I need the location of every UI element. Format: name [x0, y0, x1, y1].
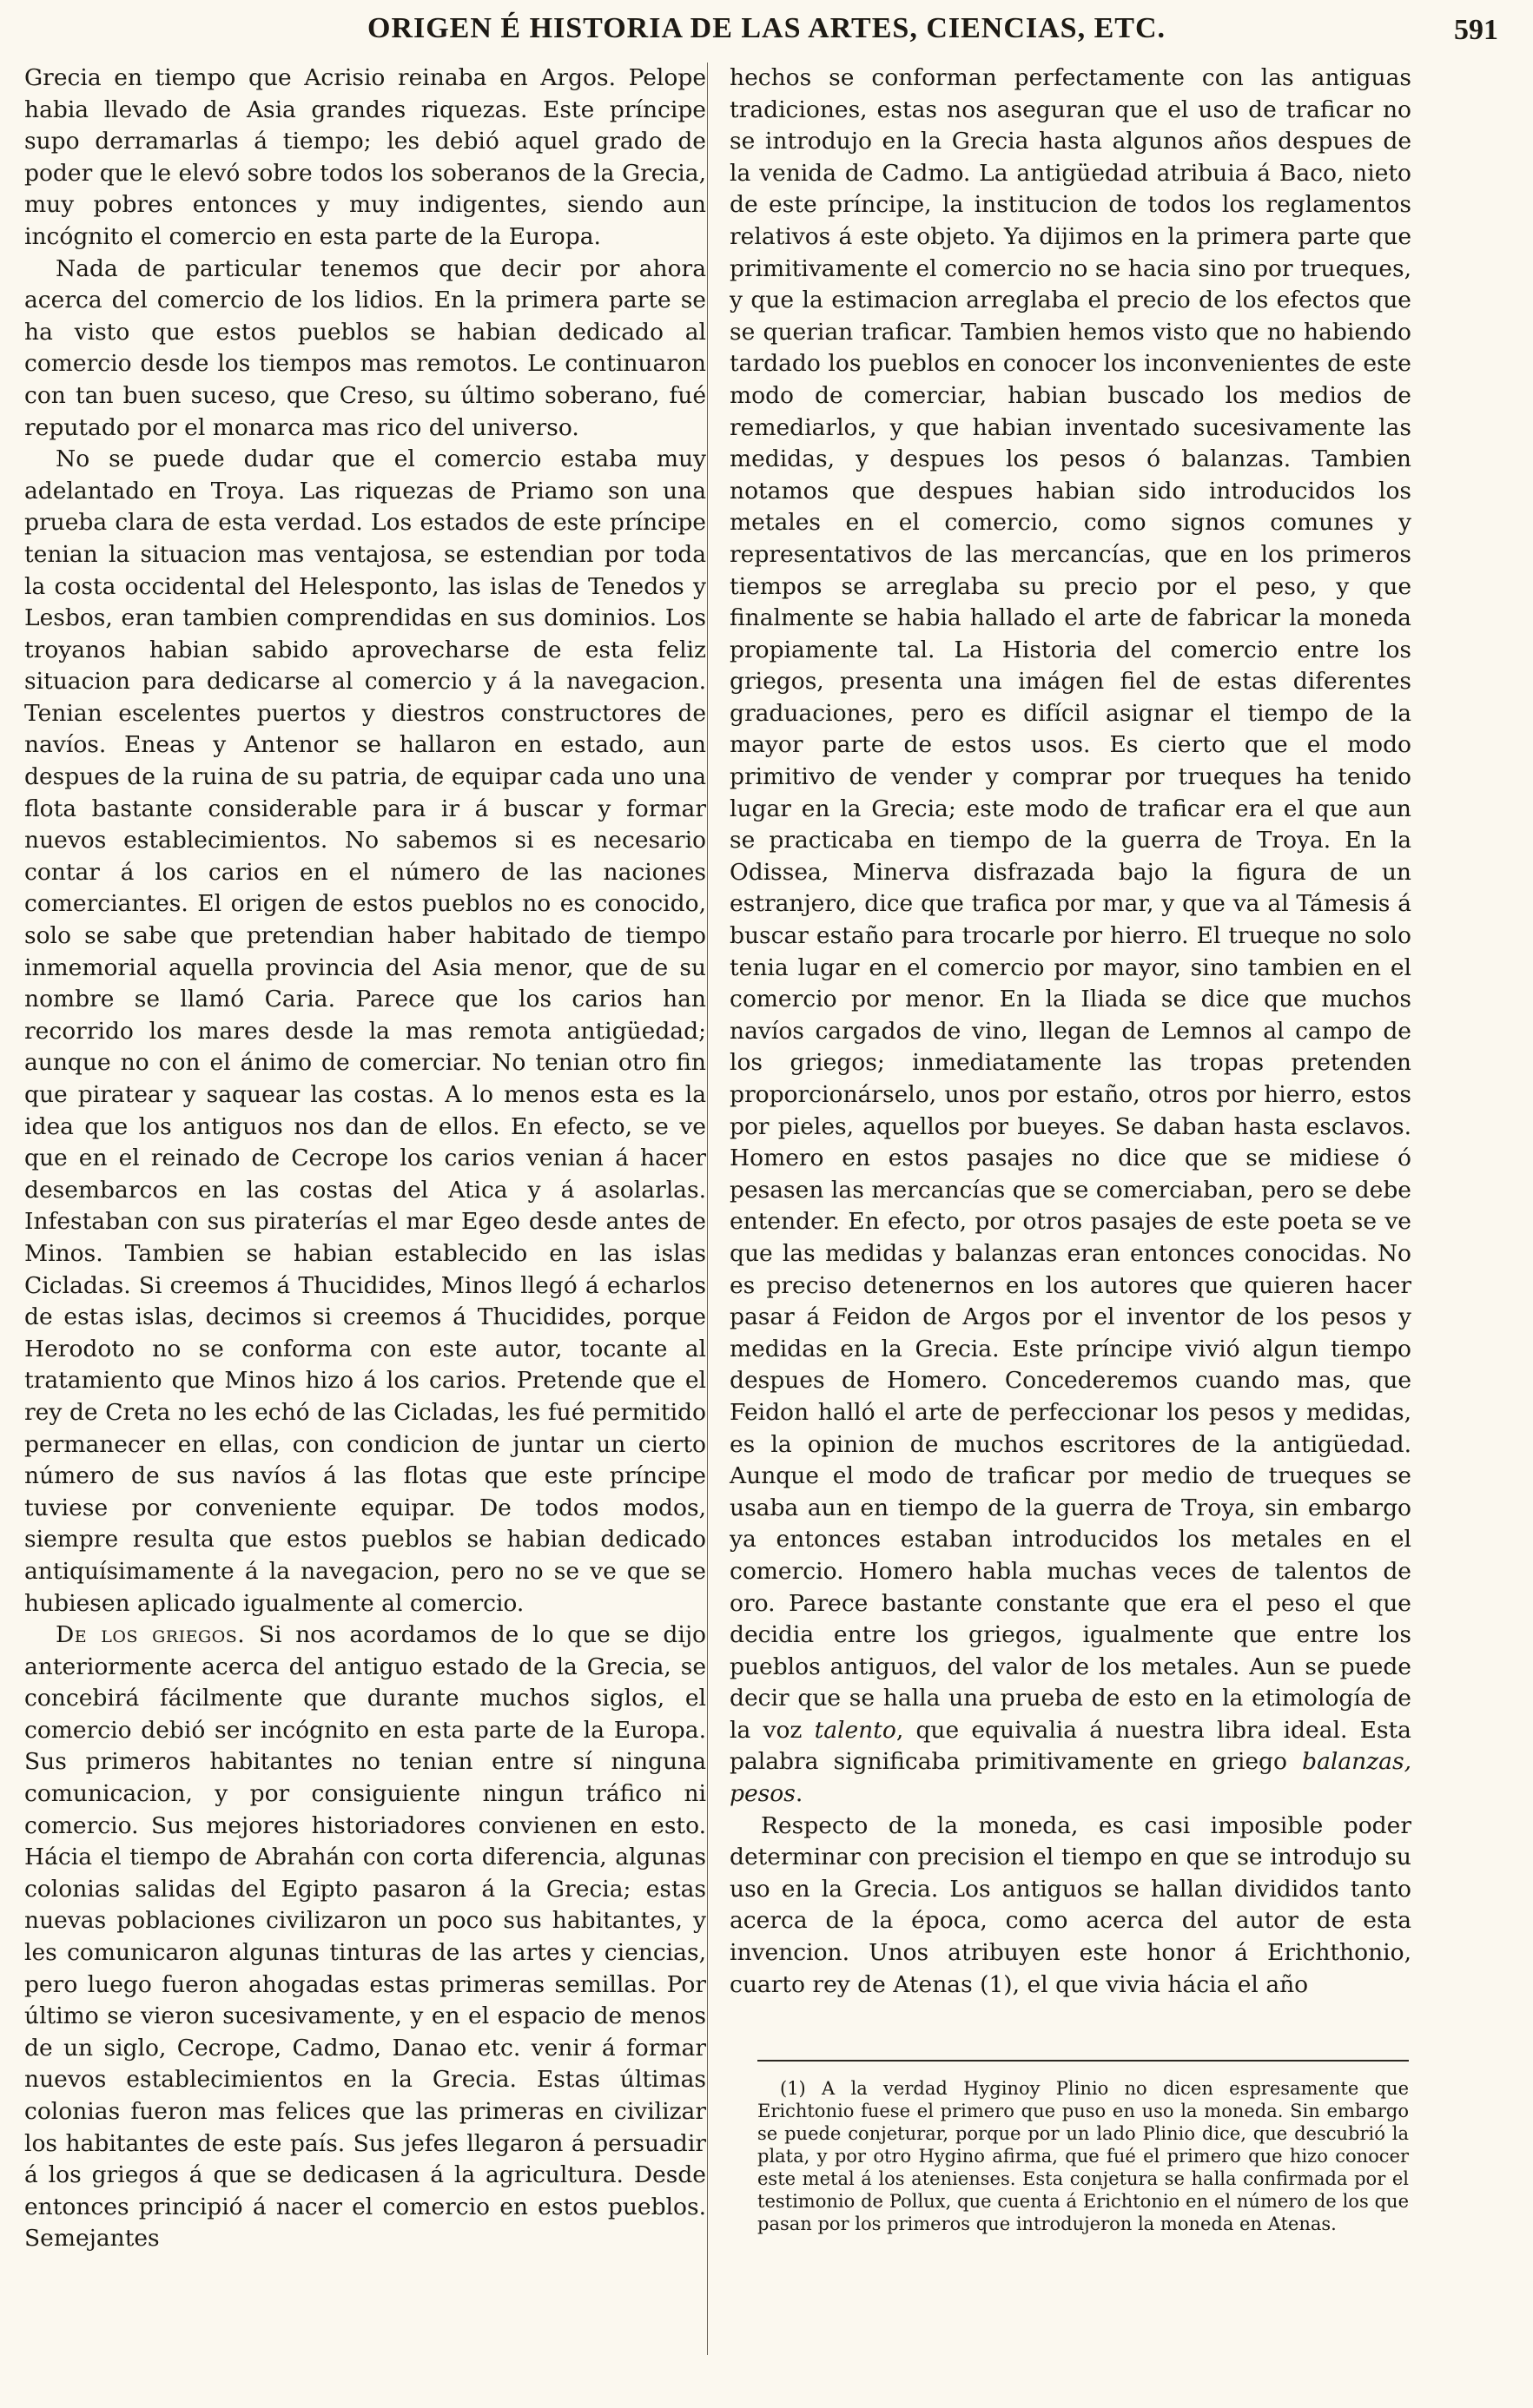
- running-header: [0, 10, 1533, 52]
- italic-term: balanzas, pesos: [730, 1748, 1411, 1808]
- paragraph: [730, 63, 1411, 1811]
- right-column: [730, 63, 1411, 2001]
- footnote-rule: [757, 2060, 1409, 2062]
- column-divider: [707, 63, 708, 2355]
- paragraph: No se puede dudar que el comercio estaba muy adelantado en Troya. Las riquezas de Priamo son una prueba clara de esta verdad. Los estados de este príncipe tenian la situacion mas ventajosa, se estendian por toda la costa occidental del Helesponto, las islas de Tenedos y Lesbos, eran tambien comprendidas en sus dominios. Los troyanos habian sabido aprovecharse de esta feliz situacion para dedicarse al comercio y á la navegacion. Tenian escelentes puertos y diestros constructores de navíos. Eneas y Antenor se hallaron en estado, aun despues de la ruina de su patria, de equipar cada uno una flota bastante considerable para ir á buscar y formar nuevos establecimientos. No sabemos si es necesario contar á los carios en el número de las naciones comerciantes. El origen de estos pueblos no es conocido, solo se sabe que pretendian haber habitado de tiempo inmemorial aquella provincia del Asia menor, que de su nombre se llamó Caria. Parece que los carios han recorrido los mares desde la mas remota antigüedad; aunque no con el ánimo de comerciar. No tenian otro fin que piratear y saquear las costas. A lo menos esta es la idea que los antiguos nos dan de ellos. En efecto, se ve que en el reinado de Cecrope los carios venian á hacer desembarcos en las costas del Atica y á asolarlas. Infestaban con sus piraterías el mar Egeo desde antes de Minos. Tambien se habian establecido en las islas Cicladas. Si creemos á Thucidides, Minos llegó á echarlos de estas islas, decimos si creemos á Thucidides, porque Herodoto no se conforma con este autor, tocante al tratamiento que Minos hizo á los carios. Pretende que el rey de Creta no les echó de las Cicladas, les fué permitido permanecer en ellas, con condicion de juntar un cierto número de sus navíos á las flotas que este príncipe tuviese por conveniente equipar. De todos modos, siempre resulta que estos pueblos se habian dedicado antiquísimamente á la navegacion, pero no se ve que se hubiesen aplicado igualmente al comercio.: [24, 445, 706, 1617]
- section-heading: De los griegos.: [56, 1621, 246, 1649]
- running-title: ORIGEN É HISTORIA DE LAS ARTES, CIENCIAS, ETC.: [367, 12, 1166, 44]
- paragraph: Nada de particular tenemos que decir por ahora acerca del comercio de los lidios. En la primera parte se ha visto que estos pueblos se habian dedicado al comercio desde los tiempos mas remotos. Le continuaron con tan buen suceso, que Creso, su último soberano, fué reputado por el monarca mas rico del universo.: [24, 254, 706, 441]
- paragraph-text: .: [795, 1780, 803, 1808]
- paragraph: Respecto de la moneda, es casi imposible poder determinar con precision el tiempo en que se introdujo su uso en la Grecia. Los antiguos se hallan divididos tanto acerca de la época, como acerca del autor de esta invencion. Unos atribuyen este honor á Erichthonio, cuarto rey de Atenas (1), el que vivia hácia el año: [730, 1811, 1411, 1998]
- paragraph-text: hechos se conforman perfectamente con las antiguas tradiciones, estas nos aseguran que el uso de traficar no se introdujo en la Grecia hasta algunos años despues de la venida de Cadmo. La antigüedad atribuia á Baco, nieto de este príncipe, la institucion de todos los reglamentos relativos á este objeto. Ya dijimos en la primera parte que primitivamente el comercio no se hacia sino por trueques, y que la estimacion arreglaba el precio de los efectos que se querian traficar. Tambien hemos visto que no habiendo tardado los pueblos en conocer los inconvenientes de este modo de comerciar, habian buscado los medios de remediarlos, y que habian inventado sucesivamente las medidas, y despues los pesos ó balanzas. Tambien notamos que despues habian sido introducidos los metales en el comercio, como signos comunes y representativos de las mercancías, que en los primeros tiempos se arreglaba su precio por el peso, y que finalmente se habia hallado el arte de fabricar la moneda propiamente tal. La Historia del comercio entre los griegos, presenta una imágen fiel de estas diferentes graduaciones, pero es difícil asignar el tiempo de la mayor parte de estos usos. Es cierto que el modo primitivo de vender y comprar por trueques ha tenido lugar en la Grecia; este modo de traficar era el que aun se practicaba en tiempo de la guerra de Troya. En la Odissea, Minerva disfrazada bajo la figura de un estranjero, dice que trafica por mar, y que va al Támesis á buscar estaño para trocarle por hierro. El trueque no solo tenia lugar en el comercio por mayor, sino tambien en el comercio por menor. En la Iliada se dice que muchos navíos cargados de vino, llegan de Lemnos al campo de los griegos; inmediatamente las tropas pretenden proporcionárselo, unos por estaño, otros por hierro, estos por pieles, aquellos por bueyes. Se daban hasta esclavos. Homero en estos pasajes no dice que se midiese ó pesasen las mercancías que se comerciaban, pero se debe entender. En efecto, por otros pasajes de este poeta se ve que las medidas y balanzas eran entonces conocidas. No es preciso detenernos en los autores que quieren hacer pasar á Feidon de Argos por el inventor de los pesos y medidas en la Grecia. Este príncipe vivió algun tiempo despues de Homero. Concederemos cuando mas, que Feidon halló el arte de perfeccionar los pesos y medidas, es la opinion de muchos escritores de la antigüedad. Aunque el modo de traficar por medio de trueques se usaba aun en tiempo de la guerra de Troya, sin embargo ya entonces estaban introducidos los metales en el comercio. Homero habla muchas veces de talentos de oro. Parece bastante constante que era el peso el que decidia entre los griegos, igualmente que entre los pueblos antiguos, del valor de los metales. Aun se puede decir que se halla una prueba de esto en la etimología de la voz: [730, 64, 1411, 1744]
- italic-term: talento: [814, 1716, 896, 1744]
- page-number: 591: [1454, 14, 1498, 46]
- paragraph-section: [24, 1620, 706, 2255]
- left-column: [24, 63, 706, 2255]
- paragraph-text: Si nos acordamos de lo que se dijo anteriormente acerca del antiguo estado de la Grecia, se concebirá fácilmente que durante muchos siglos, el comercio debió ser incógnito en esta parte de la Europa. Sus primeros habitantes no tenian entre sí ninguna comunicacion, y por consiguiente ningun tráfico ni comercio. Sus mejores historiadores convienen en esto. Hácia el tiempo de Abrahán con corta diferencia, algunas colonias salidas del Egipto pasaron á la Grecia; estas nuevas poblaciones civilizaron un poco sus habitantes, y les comunicaron algunas tinturas de las artes y ciencias, pero luego fueron ahogadas estas primeras semillas. Por último se vieron sucesivamente, y en el espacio de menos de un siglo, Cecrope, Cadmo, Danao etc. venir á formar nuevos establecimientos en la Grecia. Estas últimas colonias fueron mas felices que las primeras en civilizar los habitantes de este país. Sus jefes llegaron á persuadir á los griegos á que se dedicasen á la agricultura. Desde entonces principió á nacer el comercio en estos pueblos. Semejantes: [24, 1621, 706, 2253]
- paragraph-text: , que equivalia á nuestra libra ideal. Esta palabra significaba primitivamente en griego: [730, 1716, 1411, 1776]
- footnote: (1) A la verdad Hyginoy Plinio no dicen espresamente que Erichtonio fuese el primero que puso en uso la moneda. Sin embargo se puede conjeturar, porque por un lado Plinio dice, que descubrió la plata, y por otro Hygino afirma, que fué el primero que hizo conocer este metal á los atenienses. Esta conjetura se halla confirmada por el testimonio de Pollux, que cuenta á Erichtonio en el número de los que pasan por los primeros que introdujeron la moneda en Atenas.: [757, 2078, 1409, 2234]
- paragraph: Grecia en tiempo que Acrisio reinaba en Argos. Pelope habia llevado de Asia grandes riquezas. Este príncipe supo derramarlas á tiempo; les debió aquel grado de poder que le elevó sobre todos los soberanos de la Grecia, muy pobres entonces y muy indigentes, siendo aun incógnito el comercio en esta parte de la Europa.: [24, 64, 706, 250]
